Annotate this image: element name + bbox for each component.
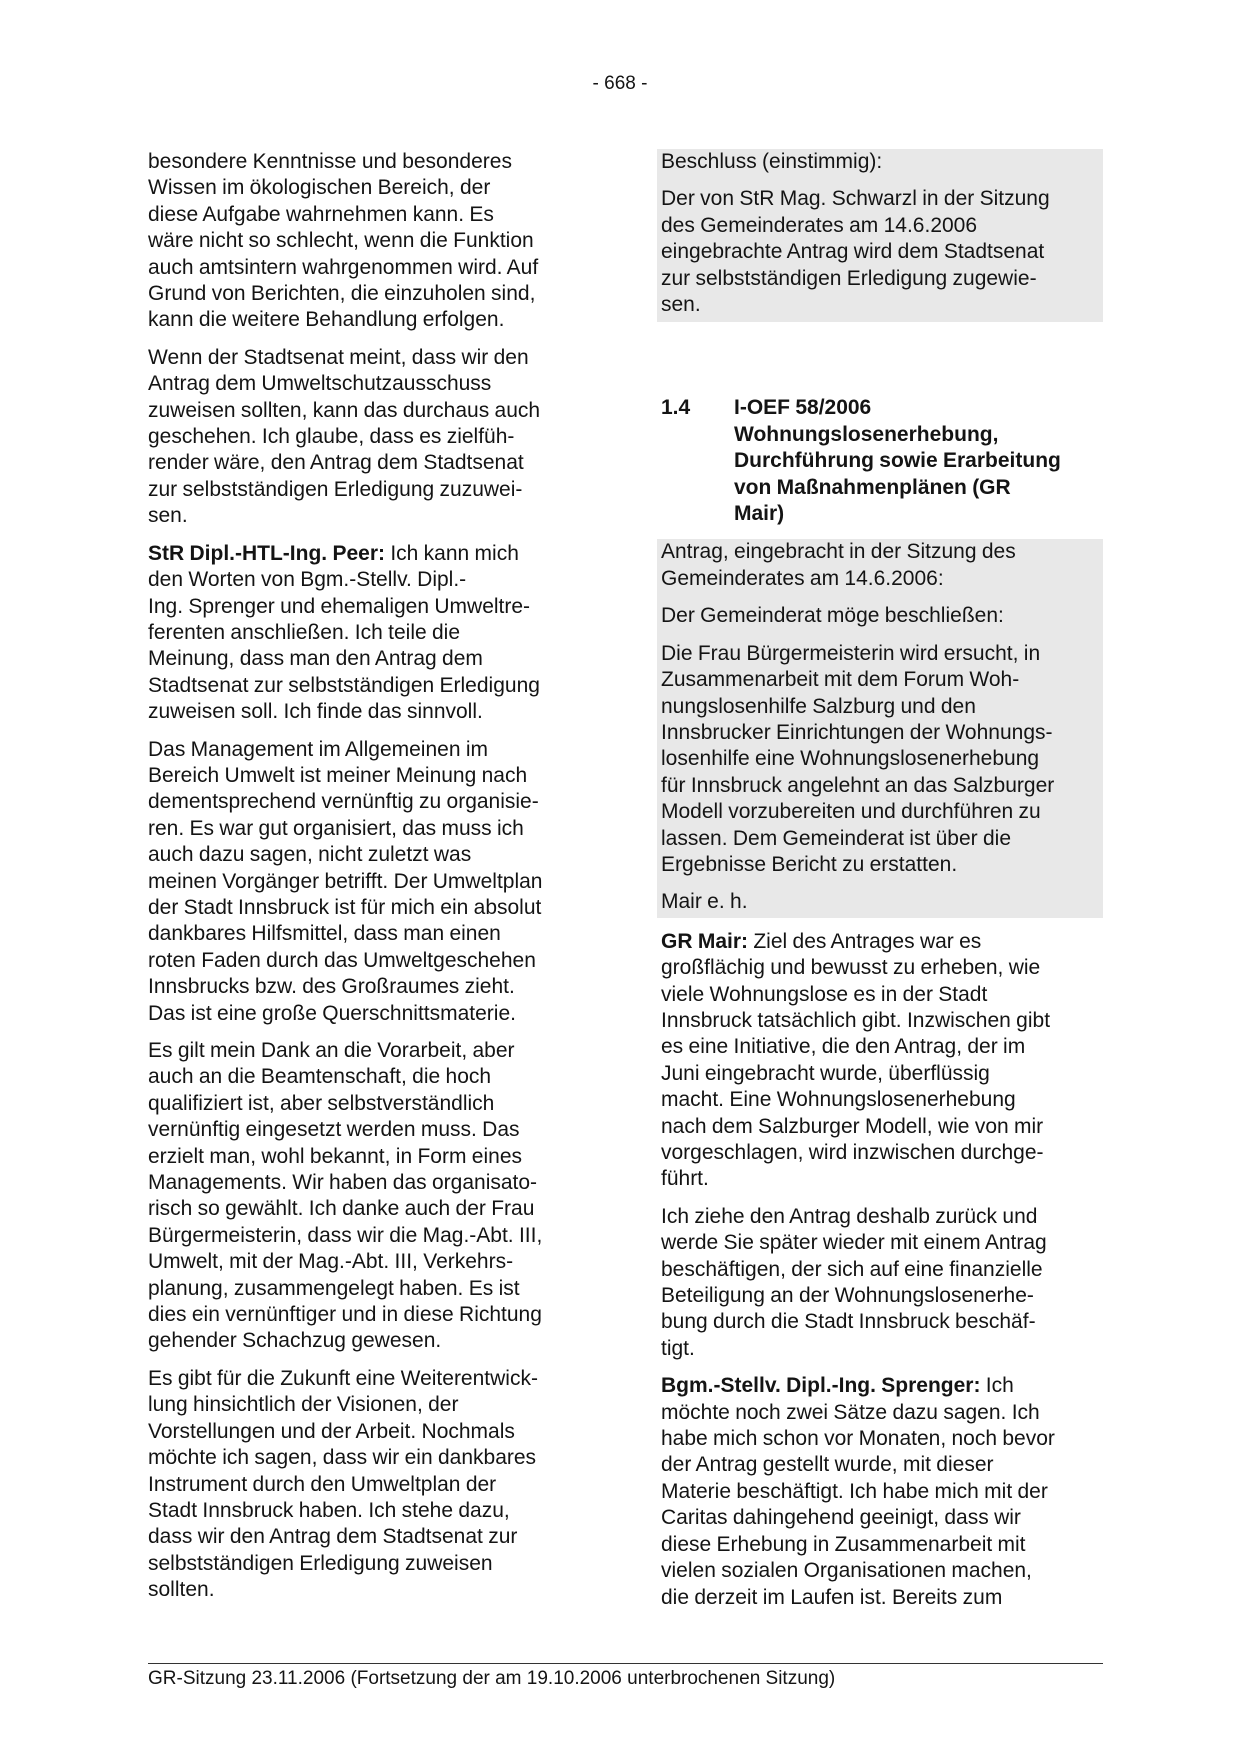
left-paragraph-3 — [148, 541, 600, 726]
right-paragraph-3 — [661, 1373, 1103, 1611]
speaker-name: GR Mair: — [661, 929, 749, 953]
speech-text: Ziel des Antrages war es großflächig und bewusst zu erheben, wie viele Wohnungslose es in der Stadt Innsbruck tatsächlich gibt. Inzwischen gibt es eine Initiative, die den Antrag, der im Juni eingebracht wurde, überflüssig macht. Eine Wohnungslosenerhebung nach dem Salzburger Modell, wie von mir vorgeschlagen, wird inzwischen durchge- führt. — [661, 929, 1051, 1191]
speech-text: Ich möchte noch zwei Sätze dazu sagen. Ich habe mich schon vor Monaten, noch bevor der Antrag gestellt wurde, mit dieser Materie beschäftigt. Ich habe mich mit der Caritas dahingehend geeinigt, dass wir diese Erhebung in Zusammenarbeit mit vielen sozialen Organisationen machen, die derzeit im Laufen ist. Bereits zum — [661, 1374, 1055, 1609]
left-paragraph-1: besondere Kenntnisse und besonderes Wissen im ökologischen Bereich, der diese Aufgabe wahrnehmen kann. Es wäre nicht so schlecht, wenn die Funktion auch amtsintern wahrgenommen wird. Auf Grund von Berichten, die einzuholen sind, kann die weitere Behandlung erfolgen. — [148, 150, 539, 332]
motion-body: Die Frau Bürgermeisterin wird ersucht, in Zusammenarbeit mit dem Forum Woh- nungslosenhilfe Salzburg und den Innsbrucker Einrichtungen der Wohnungs- losenhilfe eine Wohnungslosenerhebung für Innsbruck angelehnt an das Salzburger Modell vorzubereiten und durchführen zu lassen. Dem Gemeinderat ist über die Ergebnisse Bericht zu erstatten. — [661, 641, 1055, 876]
left-paragraph-4: Das Management im Allgemeinen im Bereich Umwelt ist meiner Meinung nach dementsprechend vernünftig zu organisie- ren. Es war gut organisiert, das muss ich auch dazu sagen, nicht zuletzt was meinen Vorgänger betrifft. Der Umweltplan der Stadt Innsbruck ist für mich ein absolut dankbares Hilfsmittel, dass man einen roten Faden durch das Umweltgeschehen Innsbrucks bzw. des Großraumes zieht. Das ist eine große Querschnittsmaterie. — [148, 737, 543, 1025]
left-paragraph-6: Es gibt für die Zukunft eine Weiterentwick- lung hinsichtlich der Visionen, der Vorstellungen und der Arbeit. Nochmals möchte ich sagen, dass wir ein dankbares Instrument durch den Umweltplan der Stadt Innsbruck haben. Ich stehe dazu, dass wir den Antrag dem Stadtsenat zur selbstständigen Erledigung zuweisen sollten. — [148, 1366, 538, 1602]
resolution-heading: Beschluss (einstimmig): — [661, 150, 883, 173]
right-column — [657, 149, 1103, 1622]
left-paragraph-5: Es gilt mein Dank an die Vorarbeit, aber auch an die Beamtenschaft, die hoch qualifiziert ist, aber selbstverständlich vernünftig eingesetzt werden muss. Das erzielt man, wohl bekannt, in Form eines Managements. Wir haben das organisato- risch so gewählt. Ich danke auch der Frau Bürgermeisterin, dass wir die Mag.-Abt. III, Umwelt, mit der Mag.-Abt. III, Verkehrs- planung, zusammengelegt haben. Es ist dies ein vernünftiger und in diese Richtung gehender Schachzug gewesen. — [148, 1039, 543, 1353]
motion-intro: Antrag, eingebracht in der Sitzung des Gemeinderates am 14.6.2006: — [661, 540, 1016, 590]
left-paragraph-2: Wenn der Stadtsenat meint, dass wir den Antrag dem Umweltschutzausschuss zuweisen sollten, kann das durchaus auch geschehen. Ich glaube, dass es zielfüh- render wäre, den Antrag dem Stadtsenat zur selbstständigen Erledigung zuzuwei- sen. — [148, 345, 541, 528]
agenda-number: 1.4 — [661, 396, 691, 420]
page-number: - 668 - — [592, 73, 648, 94]
resolution-box — [657, 149, 1103, 322]
left-column — [148, 149, 600, 1615]
right-paragraph-2: Ich ziehe den Antrag deshalb zurück und werde Sie später wieder mit einem Antrag beschäftigen, der sich auf eine finanzielle Beteiligung an der Wohnungslosenerhe- bung durch die Stadt Innsbruck beschäf- tigt. — [661, 1204, 1047, 1360]
agenda-title: Wohnungslosenerhebung, Durchführung sowie Erarbeitung von Maßnahmenplänen (GR Mair) — [734, 422, 1061, 526]
motion-signature: Mair e. h. — [661, 890, 748, 914]
speech-text: Ich kann mich den Worten von Bgm.-Stellv. Dipl.- Ing. Sprenger und ehemaligen Umweltre- ferenten anschließen. Ich teile die Meinung, dass man den Antrag dem Stadtsenat zur selbstständigen Erledigung zuweisen soll. Ich finde das sinnvoll. — [148, 541, 540, 724]
motion-resolve: Der Gemeinderat möge beschließen: — [661, 604, 1004, 628]
speaker-name: Bgm.-Stellv. Dipl.-Ing. Sprenger: — [661, 1374, 981, 1398]
agenda-code: I-OEF 58/2006 — [734, 396, 872, 420]
agenda-item — [657, 395, 1103, 527]
page-footer: GR-Sitzung 23.11.2006 (Fortsetzung der am 19.10.2006 unterbrochenen Sitzung) — [148, 1668, 836, 1689]
speaker-name: StR Dipl.-HTL-Ing. Peer: — [148, 541, 385, 565]
right-text — [657, 929, 1103, 1611]
footer-divider — [148, 1663, 1103, 1664]
motion-box — [657, 539, 1103, 917]
right-paragraph-1 — [661, 929, 1103, 1193]
resolution-text: Der von StR Mag. Schwarzl in der Sitzung des Gemeinderates am 14.6.2006 eingebrachte Antrag wird dem Stadtsenat zur selbstständigen Erledigung zugewie- sen. — [661, 187, 1050, 317]
